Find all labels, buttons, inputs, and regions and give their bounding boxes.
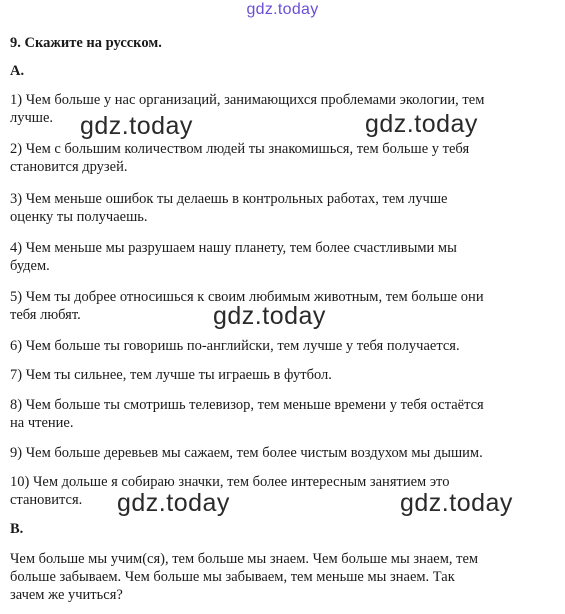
item-2-line-1: 2) Чем с большим количеством людей ты знакомишься, тем больше у тебя — [10, 141, 470, 157]
item-8-line-1: 8) Чем больше ты смотришь телевизор, тем меньше времени у тебя остаётся — [10, 397, 484, 413]
section-b-line-1: Чем больше мы учим(ся), тем больше мы знаем. Чем больше мы знаем, тем — [10, 551, 479, 567]
header-watermark: gdz.today — [246, 1, 319, 18]
item-1-line-1: 1) Чем больше у нас организаций, занимающихся проблемами экологии, тем — [10, 92, 485, 108]
item-5-line-1: 5) Чем ты добрее относишься к своим любимым животным, тем больше они — [10, 289, 484, 305]
watermark-3: gdz.today — [213, 302, 326, 330]
item-10-line-2: становится. — [10, 492, 83, 508]
exercise-heading: 9. Скажите на русском. — [10, 35, 162, 51]
section-b-label: B. — [10, 521, 24, 537]
watermark-4: gdz.today — [117, 489, 230, 517]
item-3-line-2: оценку ты получаешь. — [10, 209, 148, 225]
item-7-line-1: 7) Чем ты сильнее, тем лучше ты играешь в футбол. — [10, 367, 332, 383]
item-2-line-2: становится друзей. — [10, 159, 128, 175]
watermark-2: gdz.today — [365, 110, 478, 138]
item-4-line-2: будем. — [10, 258, 50, 274]
section-b-line-3: зачем же учиться? — [10, 587, 123, 603]
item-5-line-2: тебя любят. — [10, 307, 81, 323]
item-3-line-1: 3) Чем меньше ошибок ты делаешь в контрольных работах, тем лучше — [10, 191, 448, 207]
section-a-label: A. — [10, 63, 25, 79]
item-9-line-1: 9) Чем больше деревьев мы сажаем, тем более чистым воздухом мы дышим. — [10, 445, 483, 461]
item-1-line-2: лучше. — [10, 110, 54, 126]
item-8-line-2: на чтение. — [10, 415, 74, 431]
item-4-line-1: 4) Чем меньше мы разрушаем нашу планету, тем более счастливыми мы — [10, 240, 457, 256]
item-6-line-1: 6) Чем больше ты говоришь по-английски, тем лучше у тебя получается. — [10, 338, 460, 354]
section-b-line-2: больше забываем. Чем больше мы забываем, тем меньше мы знаем. Так — [10, 569, 455, 585]
item-10-line-1: 10) Чем дольше я собираю значки, тем более интересным занятием это — [10, 474, 450, 490]
watermark-5: gdz.today — [400, 489, 513, 517]
watermark-1: gdz.today — [80, 112, 193, 140]
